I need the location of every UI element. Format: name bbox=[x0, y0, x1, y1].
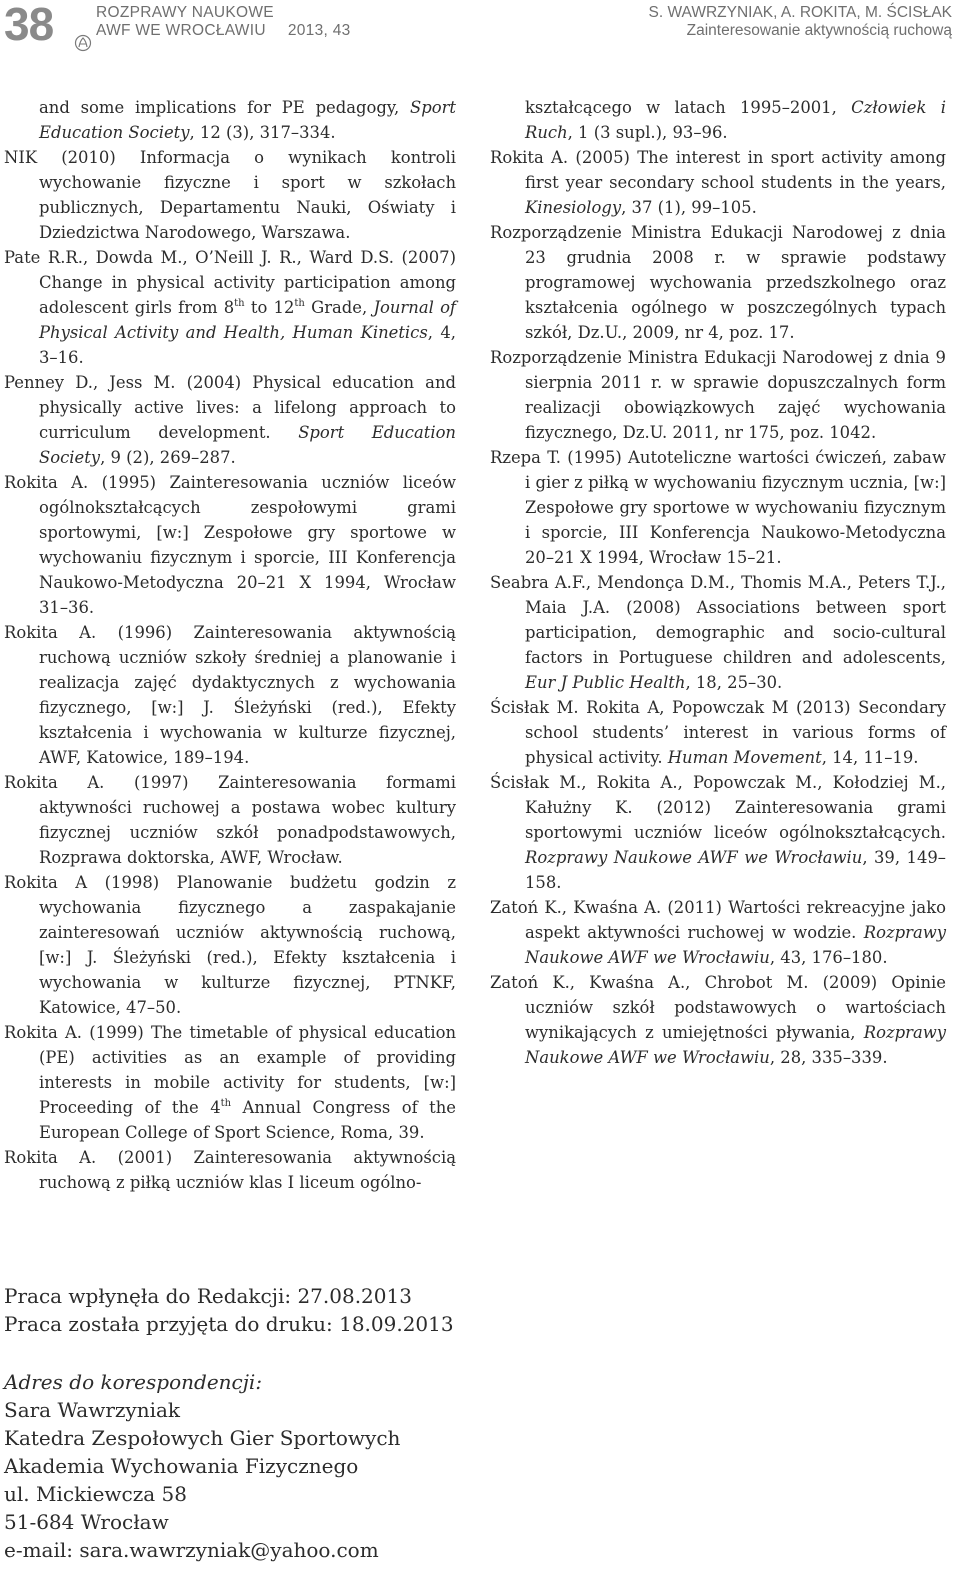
accepted-date: Praca została przyjęta do druku: 18.09.2013 bbox=[4, 1312, 454, 1336]
reference-entry bbox=[490, 220, 946, 345]
reference-entry bbox=[490, 895, 946, 970]
email-line: e-mail: sara.wawrzyniak@yahoo.com bbox=[4, 1538, 379, 1562]
reference-text: Rokita A (1998) Planowanie budżetu godzin z wychowania fizycznego a zaspakajanie zainteresowań uczniów aktywnością ruchową, [w:] J. Śleżyński (red.), Efekty kształcenia i wychowania w kulturze fizycznej, PTNKF, Katowice, 47–50. bbox=[4, 873, 456, 1017]
reference-entry bbox=[4, 1020, 456, 1145]
reference-entry bbox=[4, 245, 456, 370]
reference-text: , 39, 149–158. bbox=[525, 848, 946, 892]
reference-entry bbox=[490, 445, 946, 570]
reference-text: Rokita A. (1996) Zainteresowania aktywnością ruchową uczniów szkoły średniej a planowanie i realizacja zajęć dydaktycznych z wychowania fizycznego, [w:] J. Śleżyński (red.), Efekty kształcenia i wychowania w kulturze fizycznej, AWF, Katowice, 189–194. bbox=[4, 623, 456, 767]
journal-title: Sport Education Society bbox=[39, 98, 456, 142]
ordinal-suffix: th bbox=[220, 1098, 232, 1109]
journal-title: Sport Education Society bbox=[39, 423, 456, 467]
reference-text: kształcącego w latach 1995–2001, bbox=[525, 98, 852, 117]
reference-text: to 12 bbox=[244, 298, 295, 317]
reference-text: Zatoń K., Kwaśna A. (2011) Wartości rekreacyjne jako aspekt aktywności ruchowej w wodzie. bbox=[490, 898, 946, 942]
reference-text: , 43, 176–180. bbox=[769, 948, 888, 967]
journal-title: Rozprawy Naukowe AWF we Wrocławiu bbox=[525, 923, 946, 967]
reference-text: Ścisłak M., Rokita A., Popowczak M., Kołodziej M., Kałużny K. (2012) Zainteresowania grami sportowymi uczniów liceów ogólnokształcących. bbox=[490, 773, 946, 842]
ordinal-suffix: th bbox=[294, 298, 305, 309]
reference-text: Rokita A. (1995) Zainteresowania uczniów liceów ogólnokształcących zespołowymi grami sportowymi, [w:] Zespołowe gry sportowe w wychowaniu fizycznym i sporcie, III Konferencja Naukowo-Metodyczna 20–21 X 1994, Wrocław 31–36. bbox=[4, 473, 456, 617]
article-footer bbox=[4, 1282, 454, 1564]
reference-entry bbox=[490, 770, 946, 895]
article-authors: S. WAWRZYNIAK, A. ROKITA, M. ŚCISŁAK bbox=[648, 4, 952, 21]
reference-text: Rozporządzenie Ministra Edukacji Narodowej z dnia 9 sierpnia 2011 r. w sprawie dopuszczalnych form realizacji obowiązkowych zajęć wychowania fizycznego, Dz.U. 2011, nr 175, poz. 1042. bbox=[490, 348, 946, 442]
reference-entry bbox=[490, 695, 946, 770]
page-number: 38 bbox=[4, 0, 54, 50]
references-right-column bbox=[490, 95, 946, 1070]
reference-text: Zatoń K., Kwaśna A., Chrobot M. (2009) Opinie uczniów szkół podstawowych o wartościach wynikających z umiejętności pływania, bbox=[490, 973, 946, 1042]
reference-text: Rozporządzenie Ministra Edukacji Narodowej z dnia 23 grudnia 2008 r. w sprawie podstawy programowej wychowania przedszkolnego oraz kształcenia ogólnego w poszczególnych typach szkół, Dz.U., 2009, nr 4, poz. 17. bbox=[490, 223, 946, 342]
reference-text: , 28, 335–339. bbox=[769, 1048, 888, 1067]
journal-logo-icon bbox=[74, 34, 92, 52]
reference-text: , 18, 25–30. bbox=[685, 673, 783, 692]
reference-entry bbox=[4, 1145, 456, 1195]
reference-entry bbox=[490, 570, 946, 695]
correspondence-label: Adres do korespondencji: bbox=[4, 1370, 263, 1394]
reference-entry bbox=[4, 870, 456, 1020]
reference-text: Annual Congress of the European College of Sport Science, Roma, 39. bbox=[39, 1098, 456, 1142]
reference-text: Pate R.R., Dowda M., O’Neill J. R., Ward D.S. (2007) Change in physical activity participation among adolescent girls from 8 bbox=[4, 248, 456, 317]
reference-text: Rokita A. (2005) The interest in sport activity among first year secondary school students in the years, bbox=[490, 148, 946, 192]
reference-text: , 9 (2), 269–287. bbox=[100, 448, 236, 467]
journal-title: Rozprawy Naukowe AWF we Wrocławiu bbox=[525, 1023, 946, 1067]
page-header bbox=[0, 0, 960, 50]
reference-text: Rokita A. (1999) The timetable of physical education (PE) activities as an example of providing interests in mobile activity for students, [w:] Proceeding of the 4 bbox=[4, 1023, 456, 1117]
reference-text: Grade, bbox=[304, 298, 374, 317]
reference-text: , 12 (3), 317–334. bbox=[189, 123, 336, 142]
reference-text: Penney D., Jess M. (2004) Physical education and physically active lives: a lifelong approach to curriculum development. bbox=[4, 373, 456, 442]
reference-text: Ścisłak M. Rokita A, Popowczak M (2013) Secondary school students’ interest in various forms of physical activity. bbox=[490, 698, 946, 767]
address-line: 51-684 Wrocław bbox=[4, 1510, 169, 1534]
reference-entry bbox=[4, 370, 456, 470]
journal-title: Rozprawy Naukowe AWF we Wrocławiu bbox=[525, 848, 863, 867]
reference-entry bbox=[490, 345, 946, 445]
address-line: Sara Wawrzyniak bbox=[4, 1398, 181, 1422]
reference-text: , 37 (1), 99–105. bbox=[621, 198, 757, 217]
reference-text: Rzepa T. (1995) Autoteliczne wartości ćwiczeń, zabaw i gier z piłką w wychowaniu fizycznym ucznia, [w:] Zespołowe gry sportowe w wychowaniu fizycznym i sporcie, III Konferencja Naukowo-Metodyczna 20–21 X 1994, Wrocław 15–21. bbox=[490, 448, 946, 567]
reference-text: Rokita A. (2001) Zainteresowania aktywnością ruchową z piłką uczniów klas I liceum ogólno- bbox=[4, 1148, 456, 1192]
reference-text: Seabra A.F., Mendonça D.M., Thomis M.A., Peters T.J., Maia J.A. (2008) Associations between sport participation, demographic and socio-cultural factors in Portuguese children and adolescents, bbox=[490, 573, 946, 667]
journal-name-line2-text: AWF WE WROCŁAWIU bbox=[96, 22, 266, 39]
references-left-column bbox=[4, 95, 456, 1195]
journal-title: Eur J Public Health bbox=[525, 673, 686, 692]
reference-entry bbox=[490, 145, 946, 220]
address-line: Katedra Zespołowych Gier Sportowych bbox=[4, 1426, 401, 1450]
reference-entry bbox=[490, 970, 946, 1070]
reference-entry bbox=[4, 470, 456, 620]
reference-text: NIK (2010) Informacja o wynikach kontroli wychowanie fizyczne i sport w szkołach publicznych, Departamentu Nauki, Oświaty i Dziedzictwa Narodowego, Warszawa. bbox=[4, 148, 456, 242]
reference-text: and some implications for PE pedagogy, bbox=[39, 98, 410, 117]
reference-text: Rokita A. (1997) Zainteresowania formami aktywności ruchowej a postawa wobec kultury fizycznej uczniów szkół ponadpodstawowych, Rozprawa doktorska, AWF, Wrocław. bbox=[4, 773, 456, 867]
address-line: Akademia Wychowania Fizycznego bbox=[4, 1454, 359, 1478]
reference-entry bbox=[4, 770, 456, 870]
ordinal-suffix: th bbox=[234, 298, 245, 309]
reference-entry bbox=[4, 620, 456, 770]
received-date: Praca wpłynęła do Redakcji: 27.08.2013 bbox=[4, 1284, 412, 1308]
journal-title: Kinesiology bbox=[525, 198, 622, 217]
reference-text: , 14, 11–19. bbox=[821, 748, 919, 767]
journal-name-line1: ROZPRAWY NAUKOWE bbox=[96, 4, 274, 21]
reference-text: , 4, 3–16. bbox=[39, 323, 456, 367]
reference-entry bbox=[4, 145, 456, 245]
year-volume: 2013, 43 bbox=[287, 22, 351, 39]
journal-title: Journal of Physical Activity and Health, Human Kinetics bbox=[39, 298, 457, 342]
journal-title: Człowiek i Ruch bbox=[525, 98, 946, 142]
reference-entry bbox=[4, 95, 456, 145]
journal-title: Human Movement bbox=[667, 748, 822, 767]
journal-name-line2 bbox=[96, 22, 351, 40]
reference-entry bbox=[490, 95, 946, 145]
reference-text: , 1 (3 supl.), 93–96. bbox=[567, 123, 728, 142]
article-short-title: Zainteresowanie aktywnością ruchową bbox=[686, 22, 952, 39]
address-line: ul. Mickiewcza 58 bbox=[4, 1482, 188, 1506]
